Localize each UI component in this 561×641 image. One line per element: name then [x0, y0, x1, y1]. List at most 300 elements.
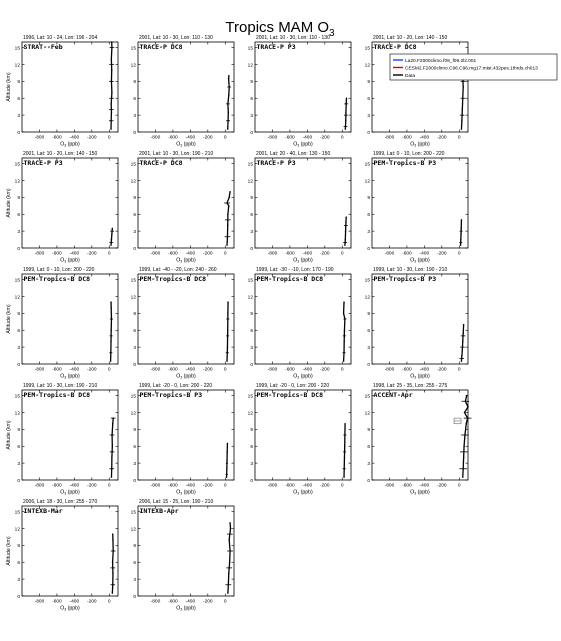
x-axis-label: $O_3$ (ppb) [60, 489, 80, 496]
x-tick-label: -600 [52, 599, 62, 605]
y-tick-label: 9 [17, 544, 20, 550]
data-point [226, 476, 227, 477]
y-tick-label: 3 [133, 113, 136, 119]
y-tick-label: 0 [17, 246, 20, 252]
panel-title: TRACE-P P3 [256, 159, 296, 167]
data-point [226, 460, 227, 461]
x-tick-label: -600 [168, 135, 178, 141]
y-tick-label: 9 [17, 312, 20, 318]
panel-subtitle: 1999, Lat: -30 - -10, Lon: 170 - 190 [256, 267, 334, 273]
data-point [228, 573, 229, 574]
x-tick-label: -800 [150, 483, 161, 489]
panel-frame [138, 42, 234, 132]
data-point [226, 468, 227, 469]
data-point [464, 412, 465, 413]
y-tick-label: 3 [133, 229, 136, 235]
data-point [112, 533, 113, 534]
x-tick-label: -800 [34, 251, 45, 257]
data-point [344, 423, 345, 424]
y-tick-label: 15 [247, 278, 253, 284]
data-point [345, 239, 346, 240]
x-tick-label: -400 [302, 483, 313, 489]
panels-group [6, 35, 471, 612]
x-axis-label: $O_3$ (ppb) [410, 257, 430, 264]
data-point [461, 128, 462, 129]
data-point [110, 244, 111, 245]
panel-title: INTEXB-Apr [139, 507, 179, 515]
y-axis-label: Altitude (km) [6, 188, 12, 218]
x-axis-label: $O_3$ (ppb) [293, 141, 313, 148]
x-axis-label: $O_3$ (ppb) [293, 257, 313, 264]
data-point [346, 216, 347, 217]
panel-frame [255, 274, 351, 364]
x-tick-label: -600 [168, 483, 178, 489]
y-tick-label: 12 [364, 63, 370, 69]
panel-title: PEM-Tropics-B DC8 [256, 391, 324, 399]
x-tick-label: -200 [320, 483, 330, 489]
x-axis-label: $O_3$ (ppb) [60, 373, 80, 380]
x-tick-label: -200 [87, 251, 97, 257]
panel-subtitle: 2001, Lat: 20 - 40, Lon: 130 - 150 [256, 151, 331, 157]
x-tick-label: -400 [69, 135, 80, 141]
data-point [227, 443, 228, 444]
data-point [227, 592, 228, 593]
y-tick-label: 6 [17, 561, 20, 567]
y-tick-label: 0 [133, 130, 136, 136]
data-point [343, 301, 344, 302]
x-tick-label: -800 [150, 599, 161, 605]
y-tick-label: 0 [17, 362, 20, 368]
data-point [345, 120, 346, 121]
x-tick-label: -600 [168, 367, 178, 373]
panel-subtitle: 2006, Lat: 15 - 25, Lon: 190 - 210 [139, 499, 214, 505]
y-tick-label: 15 [364, 162, 370, 168]
data-point [111, 112, 112, 113]
y-tick-label: 3 [367, 229, 370, 235]
panel-title: STRAT--Feb [23, 43, 63, 51]
x-tick-label: -800 [267, 367, 278, 373]
y-tick-label: 6 [250, 445, 253, 451]
data-point [463, 446, 464, 447]
data-point [112, 228, 113, 229]
y-tick-label: 0 [17, 130, 20, 136]
y-tick-label: 0 [367, 362, 370, 368]
panel-frame [255, 390, 351, 480]
x-tick-label: -800 [34, 135, 45, 141]
x-axis-label: $O_3$ (ppb) [410, 489, 430, 496]
panel-subtitle: 2001, Lat: 10 - 30, Lon: 110 - 130 [139, 35, 213, 41]
y-tick-label: 0 [367, 130, 370, 136]
y-tick-label: 3 [133, 577, 136, 583]
data-point [112, 446, 113, 447]
y-tick-label: 9 [250, 196, 253, 202]
data-point [112, 423, 113, 424]
y-tick-label: 15 [247, 162, 253, 168]
data-point [112, 539, 113, 540]
chart-panel [365, 151, 468, 264]
x-tick-label: -600 [52, 367, 62, 373]
y-tick-label: 3 [17, 113, 20, 119]
panel-frame [372, 390, 468, 480]
data-point [110, 307, 111, 308]
chart-panel [6, 151, 118, 264]
y-tick-label: 12 [14, 295, 20, 301]
y-tick-label: 3 [367, 345, 370, 351]
data-point [111, 239, 112, 240]
y-tick-label: 15 [130, 394, 136, 400]
data-point [463, 86, 464, 87]
data-point [344, 244, 345, 245]
x-tick-label: -200 [203, 367, 213, 373]
y-tick-label: 3 [17, 229, 20, 235]
y-tick-label: 12 [130, 527, 136, 533]
x-tick-label: -800 [34, 367, 45, 373]
x-tick-label: -600 [402, 135, 412, 141]
data-point [345, 128, 346, 129]
y-tick-label: 9 [17, 196, 20, 202]
data-point [461, 120, 462, 121]
y-tick-label: 6 [133, 97, 136, 103]
chart-panel [248, 267, 351, 380]
panel-subtitle: 2006, Lat: 18 - 30, Lon: 255 - 270 [23, 499, 98, 505]
data-point [227, 313, 228, 314]
x-tick-label: 0 [340, 135, 344, 141]
y-tick-label: 3 [250, 345, 253, 351]
y-tick-label: 12 [247, 411, 253, 417]
x-tick-label: -400 [69, 367, 80, 373]
data-point [111, 69, 112, 70]
data-point [226, 244, 227, 245]
y-tick-label: 9 [133, 312, 136, 318]
chart-panel [131, 151, 234, 264]
data-point [466, 395, 467, 396]
x-tick-label: -200 [437, 135, 447, 141]
x-tick-label: -200 [87, 483, 97, 489]
x-tick-label: 0 [340, 367, 344, 373]
panel-subtitle: 1996, Lat: 10 - 24, Lon: 196 - 204 [23, 35, 98, 41]
chart-panel [6, 267, 118, 380]
panel-title: PEM-Tropics-B P3 [373, 275, 437, 283]
panel-subtitle: 1999, Lat: -20 - 0, Lon: 200 - 220 [139, 383, 213, 389]
data-point [227, 225, 228, 226]
y-tick-label: 6 [133, 213, 136, 219]
y-tick-label: 0 [17, 594, 20, 600]
y-tick-label: 6 [250, 213, 253, 219]
y-tick-label: 12 [364, 295, 370, 301]
y-tick-label: 12 [130, 63, 136, 69]
data-series-line [345, 98, 346, 129]
data-point [463, 457, 464, 458]
data-point [111, 92, 112, 93]
x-tick-label: 0 [457, 483, 461, 489]
x-tick-label: 0 [223, 367, 227, 373]
y-tick-label: 6 [367, 97, 370, 103]
x-tick-label: -400 [185, 599, 196, 605]
panel-frame [372, 274, 468, 364]
x-tick-label: -400 [302, 251, 313, 257]
data-point [112, 592, 113, 593]
data-series-line [461, 220, 462, 245]
data-point [343, 360, 344, 361]
panel-frame [138, 274, 234, 364]
chart-panel [365, 267, 468, 380]
x-tick-label: -400 [69, 599, 80, 605]
data-point [346, 98, 347, 99]
y-tick-label: 9 [133, 80, 136, 86]
y-tick-label: 0 [250, 130, 253, 136]
data-point [110, 341, 111, 342]
panel-frame [138, 506, 234, 596]
x-tick-label: -200 [203, 135, 213, 141]
panel-title: TRACE-P P3 [23, 159, 63, 167]
y-tick-label: 6 [17, 329, 20, 335]
y-tick-label: 9 [17, 428, 20, 434]
panel-title: PEM-Tropics-B DC8 [23, 275, 91, 283]
chart-panel [248, 151, 351, 264]
chart-panel [248, 383, 351, 496]
panel-subtitle: 2001, Lat: 10 - 20, Lon: 140 - 150 [373, 35, 448, 41]
x-tick-label: -600 [402, 367, 412, 373]
data-point [111, 41, 112, 42]
y-tick-label: 15 [364, 278, 370, 284]
x-tick-label: -600 [285, 483, 295, 489]
y-tick-label: 9 [133, 196, 136, 202]
x-tick-label: 0 [107, 483, 111, 489]
panel-subtitle: 1999, Lat: 10 - 30, Lon: 190 - 210 [373, 267, 448, 273]
chart-panel [131, 267, 234, 380]
y-tick-label: 6 [367, 329, 370, 335]
data-point [228, 112, 229, 113]
data-point [111, 476, 112, 477]
y-tick-label: 3 [17, 461, 20, 467]
panel-frame [22, 158, 118, 248]
y-tick-label: 0 [133, 478, 136, 484]
figure-title: Tropics MAM $O_3$ [225, 19, 335, 39]
data-point [112, 573, 113, 574]
x-tick-label: 0 [457, 367, 461, 373]
y-tick-label: 3 [250, 113, 253, 119]
panel-title: PEM-Tropics-B P3 [139, 391, 203, 399]
data-point [462, 476, 463, 477]
y-tick-label: 9 [17, 80, 20, 86]
y-tick-label: 9 [367, 80, 370, 86]
panel-title: TRACE-P DC8 [139, 43, 183, 51]
x-tick-label: -200 [320, 135, 330, 141]
data-point [467, 406, 468, 407]
x-tick-label: 0 [457, 251, 461, 257]
data-point [345, 230, 346, 231]
panel-title: TRACE-P DC8 [139, 159, 183, 167]
x-tick-label: 0 [457, 135, 461, 141]
x-axis-label: $O_3$ (ppb) [293, 373, 313, 380]
y-tick-label: 9 [133, 428, 136, 434]
data-point [460, 239, 461, 240]
data-point [228, 78, 229, 79]
data-point [344, 330, 345, 331]
panel-title: TRACE-P P3 [256, 43, 296, 51]
y-tick-label: 0 [250, 246, 253, 252]
x-tick-label: 0 [107, 135, 111, 141]
data-point [463, 332, 464, 333]
y-tick-label: 6 [133, 445, 136, 451]
y-axis-label: Altitude (km) [6, 536, 12, 566]
y-tick-label: 12 [14, 527, 20, 533]
y-tick-label: 0 [17, 478, 20, 484]
data-point [343, 341, 344, 342]
data-point [110, 301, 111, 302]
chart-panel [131, 35, 234, 148]
x-tick-label: -200 [320, 367, 330, 373]
y-tick-label: 12 [130, 411, 136, 417]
data-point [229, 197, 230, 198]
x-tick-label: 0 [223, 599, 227, 605]
x-tick-label: -600 [285, 251, 295, 257]
panel-title: PEM-Tropics-B P3 [373, 159, 437, 167]
x-tick-label: -800 [384, 367, 395, 373]
data-series-line [227, 302, 228, 361]
data-series-line [463, 396, 468, 478]
y-tick-label: 15 [247, 394, 253, 400]
data-point [466, 423, 467, 424]
chart-panel [248, 35, 351, 148]
data-point [344, 446, 345, 447]
y-tick-label: 3 [367, 113, 370, 119]
panel-subtitle: 2001, Lat: 10 - 30, Lon: 110 - 130 [256, 35, 330, 41]
data-point [460, 233, 461, 234]
x-tick-label: 0 [107, 251, 111, 257]
chart-panel [365, 383, 472, 496]
y-tick-label: 0 [250, 478, 253, 484]
y-tick-label: 12 [364, 411, 370, 417]
y-tick-label: 3 [17, 577, 20, 583]
x-tick-label: 0 [107, 599, 111, 605]
panel-frame [22, 42, 118, 132]
data-point [228, 75, 229, 76]
y-tick-label: 9 [367, 312, 370, 318]
y-tick-label: 0 [133, 246, 136, 252]
x-tick-label: -800 [384, 251, 395, 257]
panel-subtitle: 1999, Lat: 0 - 10, Lon: 200 - 220 [373, 151, 445, 157]
chart-panel [365, 35, 468, 148]
y-tick-label: 12 [14, 179, 20, 185]
legend-label: CESM2.F2000climo.C96.C96.mg17.mtst.432pes.1thrds.ch013 [405, 66, 538, 72]
x-tick-label: -600 [285, 367, 295, 373]
y-axis-label: Altitude (km) [6, 72, 12, 102]
y-tick-label: 9 [367, 196, 370, 202]
y-tick-label: 3 [133, 461, 136, 467]
y-tick-label: 15 [130, 278, 136, 284]
data-point [345, 112, 346, 113]
data-point [110, 128, 111, 129]
panel-frame [138, 158, 234, 248]
panel-subtitle: 1999, Lat: 0 - 10, Lon: 200 - 220 [23, 267, 95, 273]
x-axis-label: $O_3$ (ppb) [410, 141, 430, 148]
chart-panel [6, 35, 118, 148]
x-tick-label: -200 [87, 367, 97, 373]
y-tick-label: 12 [14, 411, 20, 417]
y-axis-label: Altitude (km) [6, 304, 12, 334]
data-point [110, 330, 111, 331]
data-point [226, 451, 227, 452]
y-tick-label: 6 [367, 445, 370, 451]
y-tick-label: 3 [133, 345, 136, 351]
y-tick-label: 0 [367, 478, 370, 484]
data-point [229, 562, 230, 563]
x-tick-label: -800 [150, 135, 161, 141]
x-axis-label: $O_3$ (ppb) [176, 257, 196, 264]
y-tick-label: 9 [367, 428, 370, 434]
x-axis-label: $O_3$ (ppb) [176, 489, 196, 496]
data-point [111, 58, 112, 59]
y-tick-label: 6 [250, 329, 253, 335]
y-tick-label: 15 [14, 162, 20, 168]
x-tick-label: -600 [168, 599, 178, 605]
y-tick-label: 15 [14, 46, 20, 52]
x-tick-label: -200 [203, 251, 213, 257]
x-tick-label: -400 [185, 483, 196, 489]
y-tick-label: 12 [14, 63, 20, 69]
y-tick-label: 3 [17, 345, 20, 351]
x-tick-label: -800 [34, 599, 45, 605]
x-tick-label: -400 [419, 367, 430, 373]
panel-frame [372, 158, 468, 248]
data-point [461, 360, 462, 361]
x-tick-label: -200 [87, 599, 97, 605]
data-point [463, 324, 464, 325]
y-tick-label: 15 [130, 46, 136, 52]
y-tick-label: 9 [250, 312, 253, 318]
legend-label: La20.F2000climo.f09_f09.2l2.001 [405, 58, 477, 64]
x-tick-label: -600 [402, 251, 412, 257]
x-tick-label: -200 [320, 251, 330, 257]
x-tick-label: -200 [87, 135, 97, 141]
x-tick-label: -400 [69, 251, 80, 257]
data-point [461, 355, 462, 356]
x-tick-label: 0 [223, 251, 227, 257]
y-tick-label: 15 [247, 46, 253, 52]
x-tick-label: -800 [34, 483, 45, 489]
chart-panel [131, 499, 234, 612]
data-point [228, 95, 229, 96]
data-point [230, 528, 231, 529]
y-tick-label: 15 [14, 278, 20, 284]
x-tick-label: -400 [185, 367, 196, 373]
data-point [462, 349, 463, 350]
x-tick-label: 0 [107, 367, 111, 373]
data-series-line [111, 42, 112, 129]
x-tick-label: -600 [52, 483, 62, 489]
y-tick-label: 12 [130, 179, 136, 185]
panel-title: INTEXB-Mar [23, 507, 63, 515]
x-axis-label: $O_3$ (ppb) [176, 373, 196, 380]
y-tick-label: 15 [364, 394, 370, 400]
y-tick-label: 3 [367, 461, 370, 467]
legend-label: Data [405, 73, 416, 79]
x-tick-label: -800 [384, 135, 395, 141]
panel-frame [22, 274, 118, 364]
legend [390, 54, 557, 80]
data-point [226, 360, 227, 361]
panel-subtitle: 1999, Lat: -20 - 0, Lon: 200 - 220 [256, 383, 330, 389]
y-tick-label: 0 [133, 594, 136, 600]
x-tick-label: -200 [437, 251, 447, 257]
data-point [345, 222, 346, 223]
x-tick-label: -400 [419, 483, 430, 489]
y-tick-label: 6 [133, 561, 136, 567]
x-axis-label: $O_3$ (ppb) [60, 605, 80, 612]
x-tick-label: -200 [203, 483, 213, 489]
panel-title: PEM-Tropics-B DC8 [256, 275, 324, 283]
